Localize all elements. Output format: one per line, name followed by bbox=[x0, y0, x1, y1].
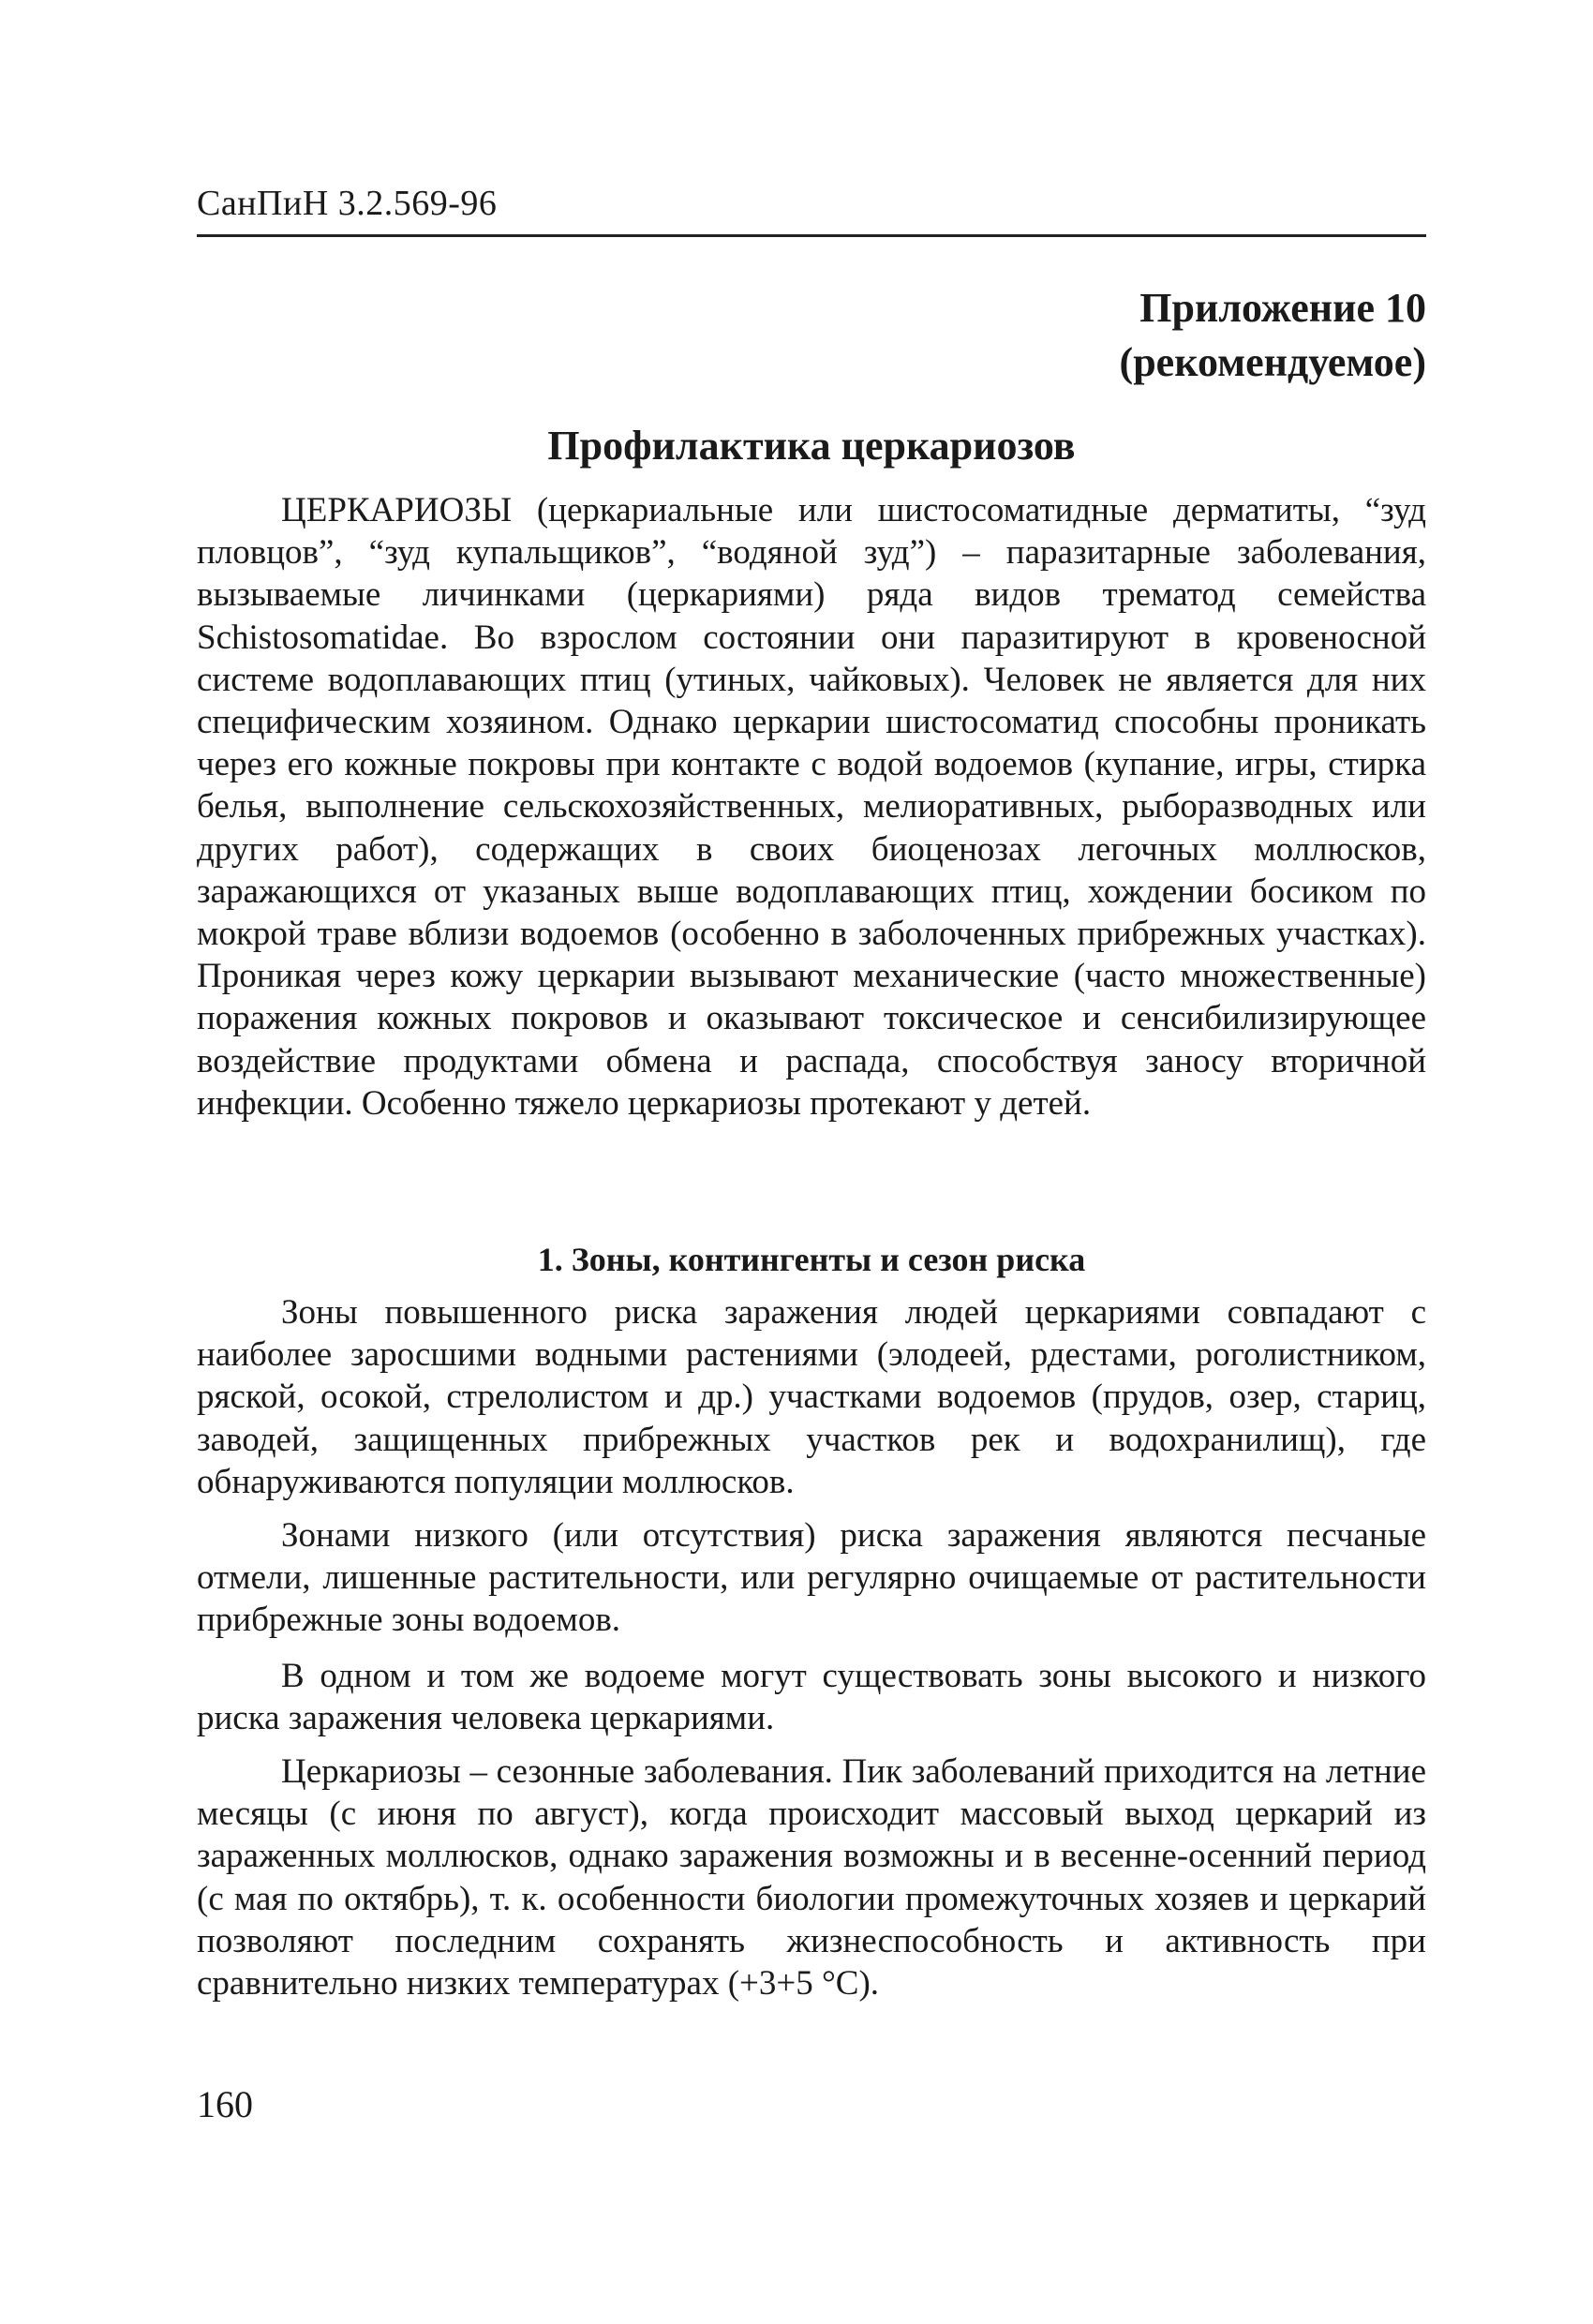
document-title: Профилактика церкариозов bbox=[547, 423, 1076, 469]
section-heading: 1. Зоны, контингенты и сезон риска bbox=[537, 1241, 1086, 1278]
section-paragraph: Церкариозы – сезонные заболевания. Пик заболеваний приходится на летние месяцы (с июня по август), когда происходит массовый выход церкарий из зараженных моллюсков, однако заражения возможны и в весенне-осенний период (с мая по октябрь), т. к. особенности биологии промежуточных хозяев и церкарий позволяют последним сохранять жизнеспособность и активность при сравнительно низких температурах (+3+5 °С). bbox=[197, 1752, 1426, 2004]
page-number: 160 bbox=[197, 2083, 253, 2125]
appendix-number: Приложение 10 bbox=[1139, 285, 1426, 331]
document-page bbox=[197, 0, 1426, 2324]
header-rule bbox=[197, 234, 1426, 237]
appendix-status: (рекомендуемое) bbox=[1119, 339, 1426, 385]
appendix-label bbox=[1120, 281, 1426, 390]
section-paragraph: В одном и том же водоеме могут существовать зоны высокого и низкого риска заражения человека церкариями. bbox=[197, 1657, 1426, 1738]
intro-paragraph: ЦЕРКАРИОЗЫ (церкариальные или шистосоматидные дерматиты, “зуд пловцов”, “зуд купальщиков”, “водяной зуд”) – паразитарные заболевания, вызываемые личинками (церкариями) ряда видов трематод семейства Schistosomatidae. Во взрослом состоянии они паразитируют в кровеносной системе водоплавающих птиц (утиных, чайковых). Человек не является для них специфическим хозяином. Однако церкарии шистосоматид способны проникать через его кожные покровы при контакте с водой водоемов (купание, игры, стирка белья, выполнение сельскохозяйственных, мелиоративных, рыборазводных или других работ), содержащих в своих биоценозах легочных моллюсков, заражающихся от указаных выше водоплавающих птиц, хождении босиком по мокрой траве вблизи водоемов (особенно в заболоченных прибрежных участках). Проникая через кожу церкарии вызывают механические (часто множественные) поражения кожных покровов и оказывают токсическое и сенсибилизирующее воздействие продуктами обмена и распада, способствуя заносу вторичной инфекции. Особенно тяжело церкариозы протекают у детей. bbox=[197, 491, 1426, 1123]
section-paragraph: Зоны повышенного риска заражения людей церкариями совпадают с наиболее заросшими водными растениями (элодеей, рдестами, роголистником, ряской, осокой, стрелолистом и др.) участками водоемов (прудов, озер, стариц, заводей, защищенных прибрежных участков рек и водохранилищ), где обнаруживаются популяции моллюсков. bbox=[197, 1293, 1426, 1501]
running-head: СанПиН 3.2.569-96 bbox=[197, 184, 498, 223]
section-paragraph: Зонами низкого (или отсутствия) риска заражения являются песчаные отмели, лишенные растительности, или регулярно очищаемые от растительности прибрежные зоны водоемов. bbox=[197, 1516, 1426, 1640]
